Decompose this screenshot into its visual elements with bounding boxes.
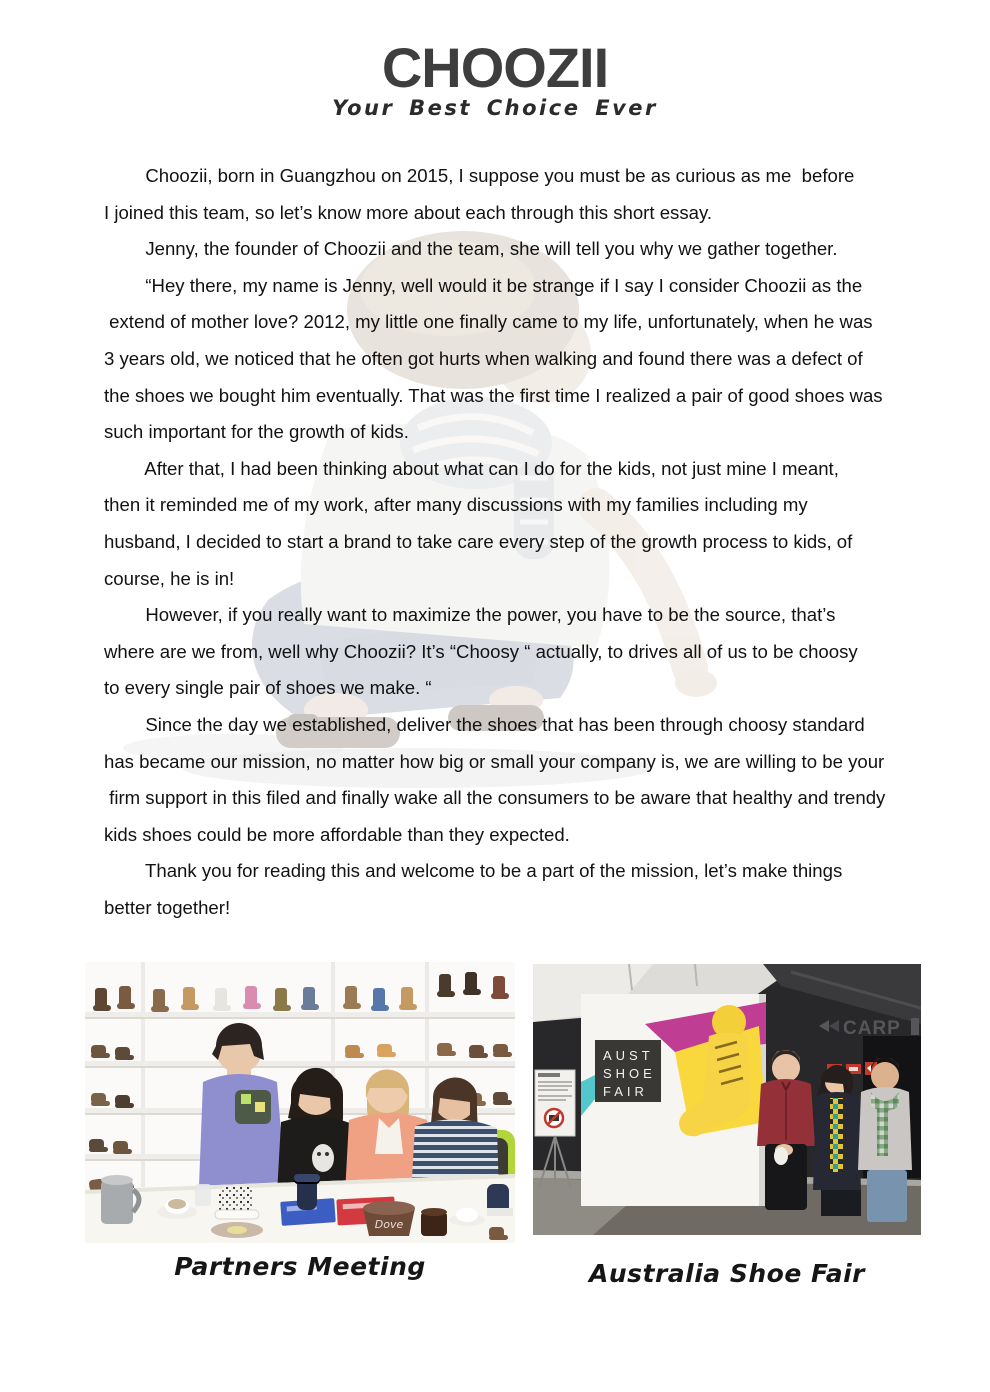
essay-line: where are we from, well why Choozii? It’s “Choosy “ actually, to drives all of us to be choosy: [104, 640, 858, 662]
brand-tagline: Your Best Choice Ever: [332, 96, 658, 120]
essay-line: Since the day we established, deliver the shoes that has been through choosy standard: [104, 713, 865, 735]
dove-chocolate-tub: [363, 1201, 415, 1236]
essay-line: After that, I had been thinking about what can I do for the kids, not just mine I meant,: [104, 457, 839, 479]
essay-line: Thank you for reading this and welcome to be a part of the mission, let’s make things: [104, 860, 843, 882]
essay-line: firm support in this filed and finally wake all the consumers to be aware that healthy and trendy: [104, 787, 886, 809]
essay-line: Jenny, the founder of Choozii and the team, she will tell you why we gather together.: [104, 238, 838, 260]
caption-australia-shoe-fair: Australia Shoe Fair: [588, 1259, 865, 1288]
essay-line: extend of mother love? 2012, my little one finally came to my life, unfortunately, when he was: [104, 311, 873, 333]
white-cup: [774, 1147, 788, 1165]
brand-logo: CHOOZII: [381, 36, 609, 99]
essay-line: Choozii, born in Guangzhou on 2015, I suppose you must be as curious as me before: [104, 165, 855, 186]
essay-line: such important for the growth of kids.: [104, 421, 409, 443]
svg-text:SHOE: SHOE: [603, 1066, 656, 1081]
essay-line: However, if you really want to maximize the power, you have to be the source, that’s: [104, 604, 836, 626]
glass-mug: [421, 1208, 447, 1236]
colorful-scarf: [830, 1098, 843, 1172]
essay-line: 3 years old, we noticed that he often got hurts when walking and found there was a defect of: [104, 347, 863, 369]
essay-line: then it reminded me of my work, after many discussions with my families including my: [104, 494, 808, 516]
essay-line: to every single pair of shoes we make. “: [104, 677, 432, 699]
essay-line: better together!: [104, 896, 231, 918]
svg-text:Dove: Dove: [374, 1218, 404, 1231]
shelf-divider: [141, 962, 145, 1187]
essay-line: course, he is in!: [104, 567, 235, 589]
photo-partners-meeting-figure: [85, 962, 515, 1281]
jeans: [867, 1170, 907, 1222]
no-smoking-icon: [545, 1109, 563, 1127]
essay-line: has became our mission, no matter how big or small your company is, we are willing to be your: [104, 750, 885, 772]
svg-text:AUST: AUST: [603, 1048, 654, 1063]
essay-line: “Hey there, my name is Jenny, well would it be strange if I say I consider Choozii as the: [104, 274, 863, 296]
essay: [104, 158, 944, 926]
shoe-fair-display-board: [581, 994, 766, 1206]
caption-partners-meeting: Partners Meeting: [174, 1252, 426, 1281]
photo-partners-meeting: [85, 962, 515, 1243]
aust-shoe-fair-sign: [595, 1040, 661, 1102]
photo-australia-shoe-fair-figure: [533, 964, 921, 1288]
essay-line: husband, I decided to start a brand to take care every step of the growth process to kids, of: [104, 530, 853, 552]
essay-line: I joined this team, so let’s know more about each through this short essay.: [104, 201, 713, 223]
photo-australia-shoe-fair: [533, 964, 921, 1235]
essay-line: kids shoes could be more affordable than they expected.: [104, 823, 570, 845]
header: [0, 0, 990, 120]
essay-line: the shoes we bought him eventually. That was the first time I realized a pair of good shoes was: [104, 384, 883, 406]
svg-text:FAIR: FAIR: [603, 1084, 648, 1099]
navy-shoe: [294, 1174, 320, 1210]
svg-text:CARP: CARP: [843, 1018, 901, 1039]
